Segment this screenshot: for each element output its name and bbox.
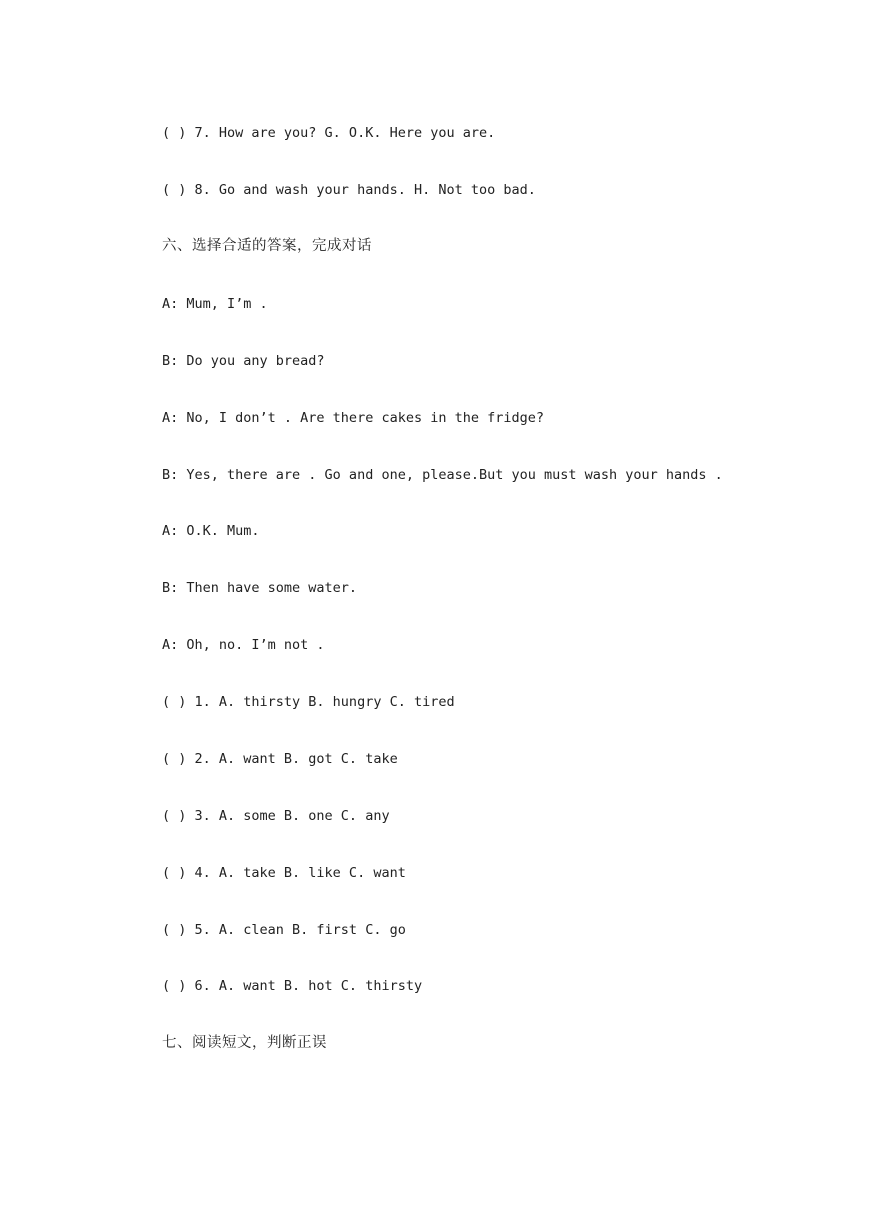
section-seven-heading: 七、阅读短文，判断正误 (162, 1035, 327, 1051)
matching-item-8: ( ) 8. Go and wash your hands. H. Not too bad. (162, 182, 536, 198)
section-six-heading: 六、选择合适的答案，完成对话 (162, 238, 372, 254)
dialogue-line-1: A: Mum, I’m . (162, 296, 268, 312)
dialogue-line-4: B: Yes, there are . Go and one, please.But you must wash your hands . (162, 467, 723, 483)
dialogue-line-2: B: Do you any bread? (162, 353, 325, 369)
choice-item-6: ( ) 6. A. want B. hot C. thirsty (162, 978, 423, 994)
dialogue-line-5: A: O.K. Mum. (162, 523, 260, 539)
dialogue-line-6: B: Then have some water. (162, 580, 358, 596)
dialogue-line-7: A: Oh, no. I’m not . (162, 637, 325, 653)
choice-item-2: ( ) 2. A. want B. got C. take (162, 751, 398, 767)
choice-item-5: ( ) 5. A. clean B. first C. go (162, 922, 406, 938)
choice-item-1: ( ) 1. A. thirsty B. hungry C. tired (162, 694, 455, 710)
choice-item-4: ( ) 4. A. take B. like C. want (162, 865, 406, 881)
matching-item-7: ( ) 7. How are you? G. O.K. Here you are. (162, 125, 496, 141)
choice-item-3: ( ) 3. A. some B. one C. any (162, 808, 390, 824)
dialogue-line-3: A: No, I don’t . Are there cakes in the fridge? (162, 410, 545, 426)
